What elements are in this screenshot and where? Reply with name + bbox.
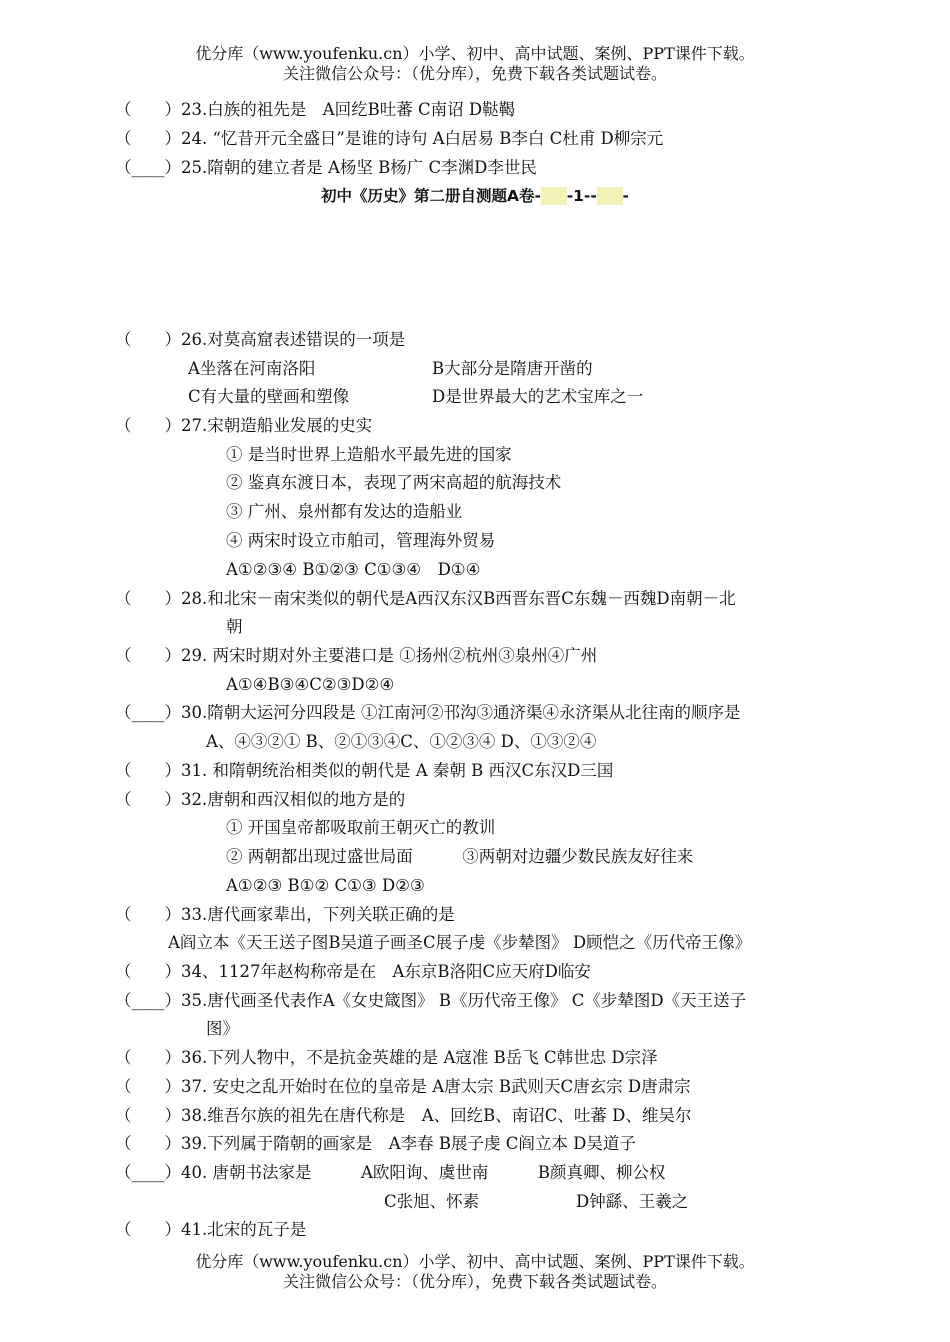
question-line: （ ）31. 和隋朝统治相类似的朝代是 A 秦朝 B 西汉C东汉D三国 bbox=[115, 761, 614, 780]
question-line: 图》 bbox=[206, 1019, 239, 1038]
question-line: C张旭、怀素 bbox=[384, 1192, 480, 1211]
question-line: ③ 广州、泉州都有发达的造船业 bbox=[226, 502, 463, 521]
question-line: （ ）26.对莫高窟表述错误的一项是 bbox=[115, 330, 406, 349]
header-line-1: 优分库（www.youfenku.cn）小学、初中、高中试题、案例、PPT课件下载。 bbox=[195, 44, 755, 63]
question-line: （ ）24. “忆昔开元全盛日”是谁的诗句 A白居易 B李白 C杜甫 D柳宗元 bbox=[115, 129, 664, 148]
question-line: （ ）29. 两宋时期对外主要港口是 ①扬州②杭州③泉州④广州 bbox=[115, 646, 598, 665]
header-line-2: 关注微信公众号：（优分库），免费下载各类试题试卷。 bbox=[282, 64, 667, 83]
question-line: A①④B③④C②③D②④ bbox=[226, 675, 395, 694]
question-line: （ ）41.北宋的瓦子是 bbox=[115, 1220, 307, 1239]
page-header bbox=[0, 44, 950, 84]
question-line: A阎立本《天王送子图B吴道子画圣C展子虔《步辇图》 D顾恺之《历代帝王像》 bbox=[168, 933, 752, 952]
question-line: （____）40. 唐朝书法家是 A欧阳询、虞世南 B颜真卿、柳公权 bbox=[115, 1163, 666, 1182]
question-line: （ ）36.下列人物中，不是抗金英雄的是 A寇准 B岳飞 C韩世忠 D宗泽 bbox=[115, 1048, 658, 1067]
question-line: A①②③ B①② C①③ D②③ bbox=[226, 876, 425, 895]
question-line: （ ）33.唐代画家辈出，下列关联正确的是 bbox=[115, 905, 455, 924]
question-line: A、④③②① B、②①③④C、①②③④ D、①③②④ bbox=[206, 732, 597, 751]
section-title bbox=[0, 184, 950, 208]
question-line: 朝 bbox=[226, 617, 243, 636]
title-blank-1: ---- bbox=[540, 187, 567, 205]
question-line: ② 两朝都出现过盛世局面 ③两朝对边疆少数民族友好往来 bbox=[226, 847, 694, 866]
title-end: - bbox=[622, 187, 629, 205]
question-line: （____）25.隋朝的建立者是 A杨坚 B杨广 C李渊D李世民 bbox=[115, 158, 537, 177]
page-footer bbox=[0, 1252, 950, 1292]
question-line: （ ）23.白族的祖先是 A回纥B吐蕃 C南诏 D鞑鞨 bbox=[115, 100, 516, 119]
question-line: D钟繇、王羲之 bbox=[576, 1192, 689, 1211]
question-line: （ ）37. 安史之乱开始时在位的皇帝是 A唐太宗 B武则天C唐玄宗 D唐肃宗 bbox=[115, 1077, 691, 1096]
question-line: （ ）39.下列属于隋朝的画家是 A李春 B展子虔 C阎立本 D吴道子 bbox=[115, 1134, 636, 1153]
title-blank-2: ---- bbox=[596, 187, 623, 205]
question-line: ① 开国皇帝都吸取前王朝灭亡的教训 bbox=[226, 818, 496, 837]
question-line: （ ）27.宋朝造船业发展的史实 bbox=[115, 416, 373, 435]
question-line: ① 是当时世界上造船水平最先进的国家 bbox=[226, 445, 512, 464]
section-title-text: 初中《历史》第二册自测题A卷- bbox=[321, 187, 541, 205]
question-line: ④ 两宋时设立市舶司，管理海外贸易 bbox=[226, 531, 496, 550]
question-line: A①②③④ B①②③ C①③④ D①④ bbox=[226, 560, 481, 579]
question-line: （ ）28.和北宋－南宋类似的朝代是A西汉东汉B西晋东晋C东魏－西魏D南朝－北 bbox=[115, 589, 736, 608]
question-line: （____）35.唐代画圣代表作A《女史箴图》 B《历代帝王像》 C《步辇图D《天王送子 bbox=[115, 991, 747, 1010]
question-line: C有大量的壁画和塑像 bbox=[188, 387, 350, 406]
question-line: （____）30.隋朝大运河分四段是 ①江南河②邗沟③通济渠④永济渠从北往南的顺序是 bbox=[115, 703, 741, 722]
question-line: A坐落在河南洛阳 bbox=[188, 359, 316, 378]
question-line: ② 鉴真东渡日本，表现了两宋高超的航海技术 bbox=[226, 473, 562, 492]
question-line: （ ）32.唐朝和西汉相似的地方是的 bbox=[115, 790, 406, 809]
title-page-number: -1-- bbox=[566, 187, 597, 205]
question-line: （ ）34、1127年赵构称帝是在 A东京B洛阳C应天府D临安 bbox=[115, 962, 591, 981]
question-line: B大部分是隋唐开凿的 bbox=[432, 359, 593, 378]
question-line: D是世界最大的艺术宝库之一 bbox=[432, 387, 644, 406]
footer-line-2: 关注微信公众号：（优分库），免费下载各类试题试卷。 bbox=[282, 1272, 667, 1291]
question-line: （ ）38.维吾尔族的祖先在唐代称是 A、回纥B、南诏C、吐蕃 D、维吴尔 bbox=[115, 1106, 692, 1125]
footer-line-1: 优分库（www.youfenku.cn）小学、初中、高中试题、案例、PPT课件下载。 bbox=[195, 1252, 755, 1271]
